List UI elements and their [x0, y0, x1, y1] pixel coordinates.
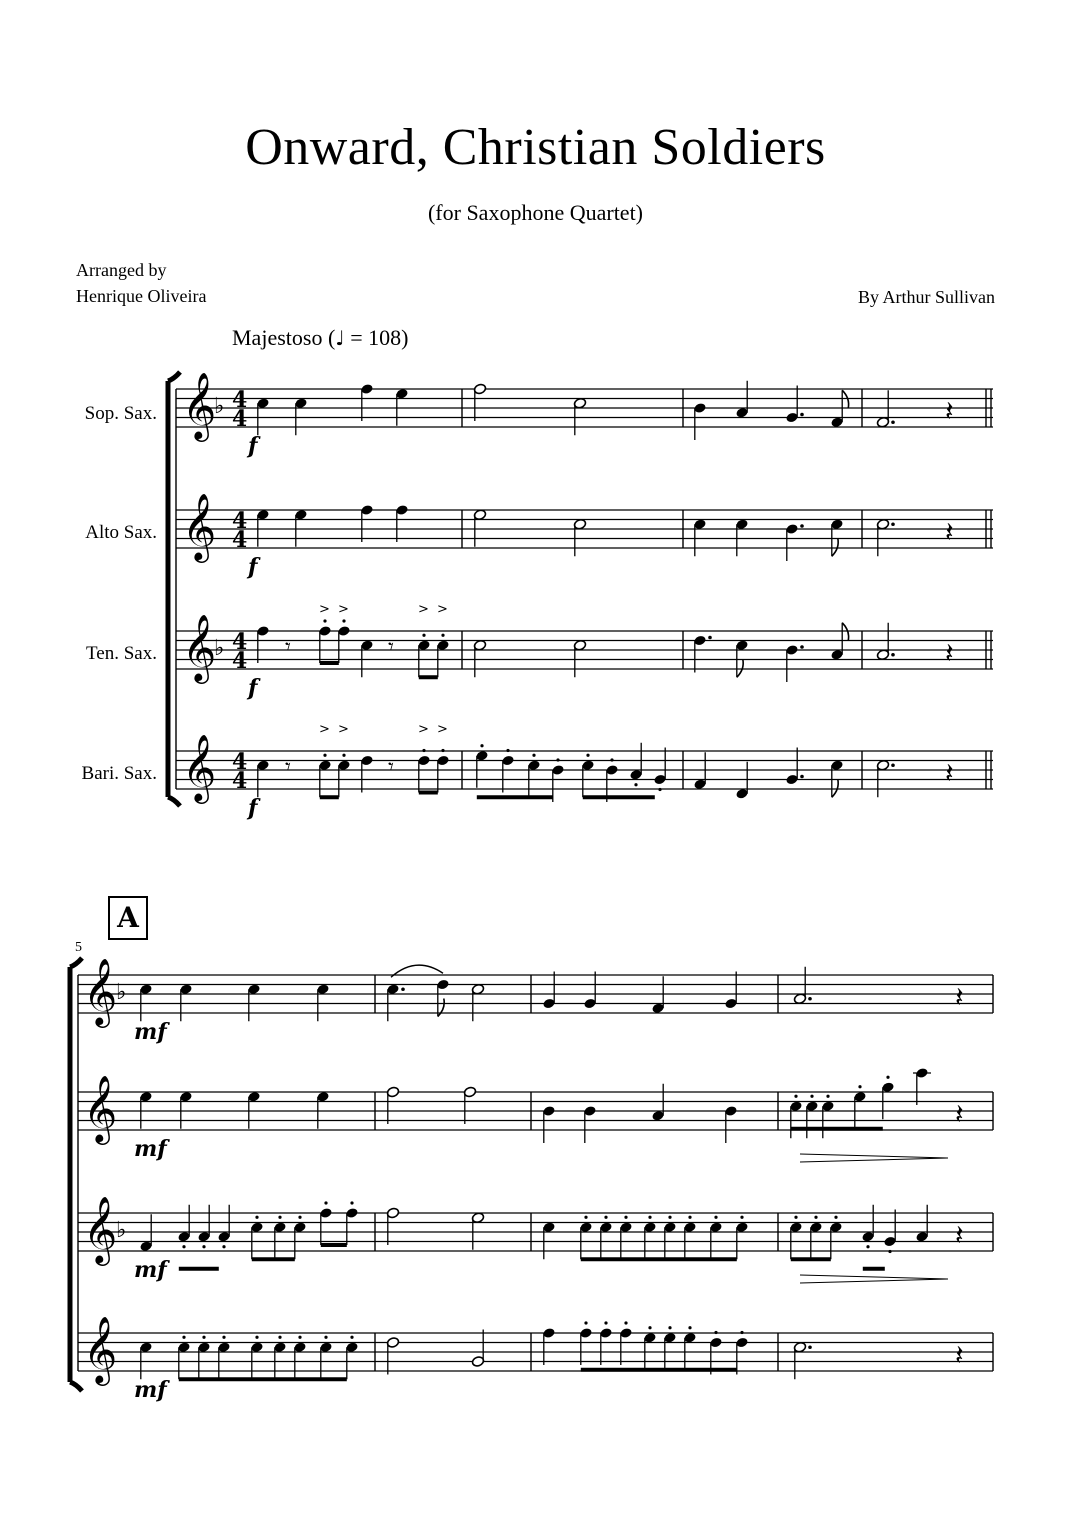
instrument-label-alto: Alto Sax. — [85, 522, 157, 543]
staccato-dot — [532, 754, 535, 757]
time-signature-top: 4 — [232, 629, 248, 655]
dot — [808, 1345, 812, 1349]
staccato-dot — [441, 634, 444, 637]
quarter-rest-icon: 𝄽 — [955, 1338, 964, 1372]
tempo-value: = 108) — [344, 325, 409, 350]
staccato-dot — [834, 1216, 837, 1219]
eighth-rest-icon: 𝄾 — [388, 755, 394, 780]
accent-icon: > — [338, 602, 349, 617]
staccato-dot — [668, 1216, 671, 1219]
quarter-rest-icon: 𝄽 — [955, 1097, 964, 1131]
accent-icon: > — [418, 602, 429, 617]
staccato-dot — [324, 1336, 327, 1339]
accent-icon: > — [319, 722, 330, 737]
staccato-dot — [222, 1336, 225, 1339]
decrescendo-hairpin — [800, 1275, 948, 1279]
time-signature-top: 4 — [232, 387, 248, 413]
staccato-dot — [584, 1321, 587, 1324]
staccato-dot — [586, 754, 589, 757]
treble-clef-icon: 𝄞 — [182, 492, 217, 560]
decrescendo-hairpin — [800, 1154, 948, 1158]
arranger-name: Henrique Oliveira — [76, 286, 207, 306]
flat-icon: ♭ — [214, 636, 225, 661]
staccato-dot — [858, 1085, 861, 1088]
staccato-dot — [604, 1321, 607, 1324]
quarter-rest-icon: 𝄽 — [945, 515, 954, 549]
note-flag — [832, 779, 838, 797]
staccato-dot — [658, 788, 661, 791]
tempo-text: Majestoso ( — [232, 325, 336, 350]
dot — [708, 636, 712, 640]
decrescendo-hairpin — [800, 1158, 948, 1162]
eighth-rest-icon: 𝄾 — [388, 635, 394, 660]
staccato-dot — [323, 619, 326, 622]
staccato-dot — [740, 1216, 743, 1219]
staccato-dot — [556, 758, 559, 761]
staccato-dot — [422, 749, 425, 752]
dynamic-mezzo-forte: mf — [134, 1377, 167, 1403]
dot — [891, 420, 895, 424]
dot — [800, 524, 804, 528]
time-signature-top: 4 — [232, 508, 248, 534]
staccato-dot — [714, 1216, 717, 1219]
time-signature-bottom: 4 — [232, 527, 248, 553]
dot — [891, 653, 895, 657]
time-signature-top: 4 — [232, 749, 248, 775]
dynamic-forte: f — [248, 433, 258, 459]
flat-icon: ♭ — [214, 394, 225, 419]
arranger-label: Arranged by — [76, 260, 167, 280]
dynamic-mezzo-forte: mf — [134, 1019, 167, 1045]
quarter-rest-icon: 𝄽 — [945, 394, 954, 428]
staccato-dot — [182, 1336, 185, 1339]
quarter-rest-icon: 𝄽 — [955, 980, 964, 1014]
time-signature-bottom: 4 — [232, 648, 248, 674]
staccato-dot — [202, 1245, 205, 1248]
dot — [800, 413, 804, 417]
accent-icon: > — [437, 722, 448, 737]
treble-clef-icon: 𝄞 — [83, 1074, 118, 1142]
staccato-dot — [278, 1216, 281, 1219]
staccato-dot — [255, 1216, 258, 1219]
note-flag — [832, 538, 838, 556]
score-title: Onward, Christian Soldiers — [245, 119, 826, 176]
flat-icon: ♭ — [116, 980, 127, 1005]
staccato-dot — [350, 1201, 353, 1204]
staccato-dot — [441, 749, 444, 752]
staccato-dot — [668, 1326, 671, 1329]
staccato-dot — [323, 754, 326, 757]
dot — [401, 987, 405, 991]
staccato-dot — [648, 1216, 651, 1219]
dynamic-mezzo-forte: mf — [134, 1136, 167, 1162]
accent-icon: > — [418, 722, 429, 737]
staccato-dot — [350, 1336, 353, 1339]
staccato-dot — [886, 1076, 889, 1079]
accent-icon: > — [437, 602, 448, 617]
staccato-dot — [624, 1321, 627, 1324]
staccato-dot — [610, 758, 613, 761]
dot — [808, 997, 812, 1001]
staccato-dot — [740, 1331, 743, 1334]
instrument-label-soprano: Sop. Sax. — [84, 403, 157, 424]
dynamic-mezzo-forte: mf — [134, 1257, 167, 1283]
system-bracket — [168, 372, 180, 806]
dynamic-forte: f — [248, 675, 258, 701]
treble-clef-icon: 𝄞 — [182, 733, 217, 801]
staccato-dot — [826, 1095, 829, 1098]
staccato-dot — [222, 1245, 225, 1248]
composer-credit: By Arthur Sullivan — [857, 287, 995, 307]
note-flag — [842, 390, 848, 408]
staccato-dot — [648, 1326, 651, 1329]
staccato-dot — [182, 1245, 185, 1248]
staccato-dot — [714, 1331, 717, 1334]
staccato-dot — [688, 1326, 691, 1329]
dot — [891, 763, 895, 767]
dynamic-forte: f — [248, 554, 258, 580]
staccato-dot — [634, 783, 637, 786]
staccato-dot — [810, 1095, 813, 1098]
treble-clef-icon: 𝄞 — [83, 1315, 118, 1383]
quarter-rest-icon: 𝄽 — [945, 756, 954, 790]
staccato-dot — [298, 1216, 301, 1219]
staccato-dot — [480, 744, 483, 747]
staccato-dot — [342, 619, 345, 622]
treble-clef-icon: 𝄞 — [83, 1195, 118, 1263]
treble-clef-icon: 𝄞 — [182, 371, 217, 439]
staccato-dot — [624, 1216, 627, 1219]
dynamic-forte: f — [248, 795, 258, 821]
staccato-dot — [342, 754, 345, 757]
staccato-dot — [688, 1216, 691, 1219]
eighth-rest-icon: 𝄾 — [285, 635, 291, 660]
instrument-label-tenor: Ten. Sax. — [86, 643, 157, 664]
staccato-dot — [202, 1336, 205, 1339]
staccato-dot — [278, 1336, 281, 1339]
quarter-rest-icon: 𝄽 — [945, 636, 954, 670]
quarter-note-icon: ♩ — [335, 326, 345, 350]
rehearsal-mark: A — [108, 896, 148, 940]
staccato-dot — [422, 634, 425, 637]
time-signature-bottom: 4 — [232, 406, 248, 432]
staccato-dot — [298, 1336, 301, 1339]
system-bracket — [70, 958, 82, 1391]
staccato-dot — [506, 749, 509, 752]
instrument-label-baritone: Bari. Sax. — [81, 763, 157, 784]
staccato-dot — [604, 1216, 607, 1219]
treble-clef-icon: 𝄞 — [182, 613, 217, 681]
staccato-dot — [324, 1201, 327, 1204]
time-signature-bottom: 4 — [232, 768, 248, 794]
staccato-dot — [255, 1336, 258, 1339]
accent-icon: > — [338, 722, 349, 737]
staccato-dot — [814, 1216, 817, 1219]
flat-icon: ♭ — [116, 1218, 127, 1243]
staccato-dot — [888, 1250, 891, 1253]
dot — [800, 645, 804, 649]
note-flag — [438, 999, 444, 1017]
score-subtitle: (for Saxophone Quartet) — [427, 200, 644, 225]
staccato-dot — [794, 1095, 797, 1098]
staccato-dot — [866, 1245, 869, 1248]
note-flag — [842, 623, 848, 641]
treble-clef-icon: 𝄞 — [83, 957, 118, 1025]
staccato-dot — [794, 1216, 797, 1219]
dot — [800, 775, 804, 779]
quarter-rest-icon: 𝄽 — [955, 1218, 964, 1252]
accent-icon: > — [319, 602, 330, 617]
eighth-rest-icon: 𝄾 — [285, 755, 291, 780]
dot — [891, 522, 895, 526]
staccato-dot — [584, 1216, 587, 1219]
note-flag — [737, 659, 743, 677]
measure-number: 5 — [75, 940, 82, 955]
decrescendo-hairpin — [800, 1279, 948, 1283]
